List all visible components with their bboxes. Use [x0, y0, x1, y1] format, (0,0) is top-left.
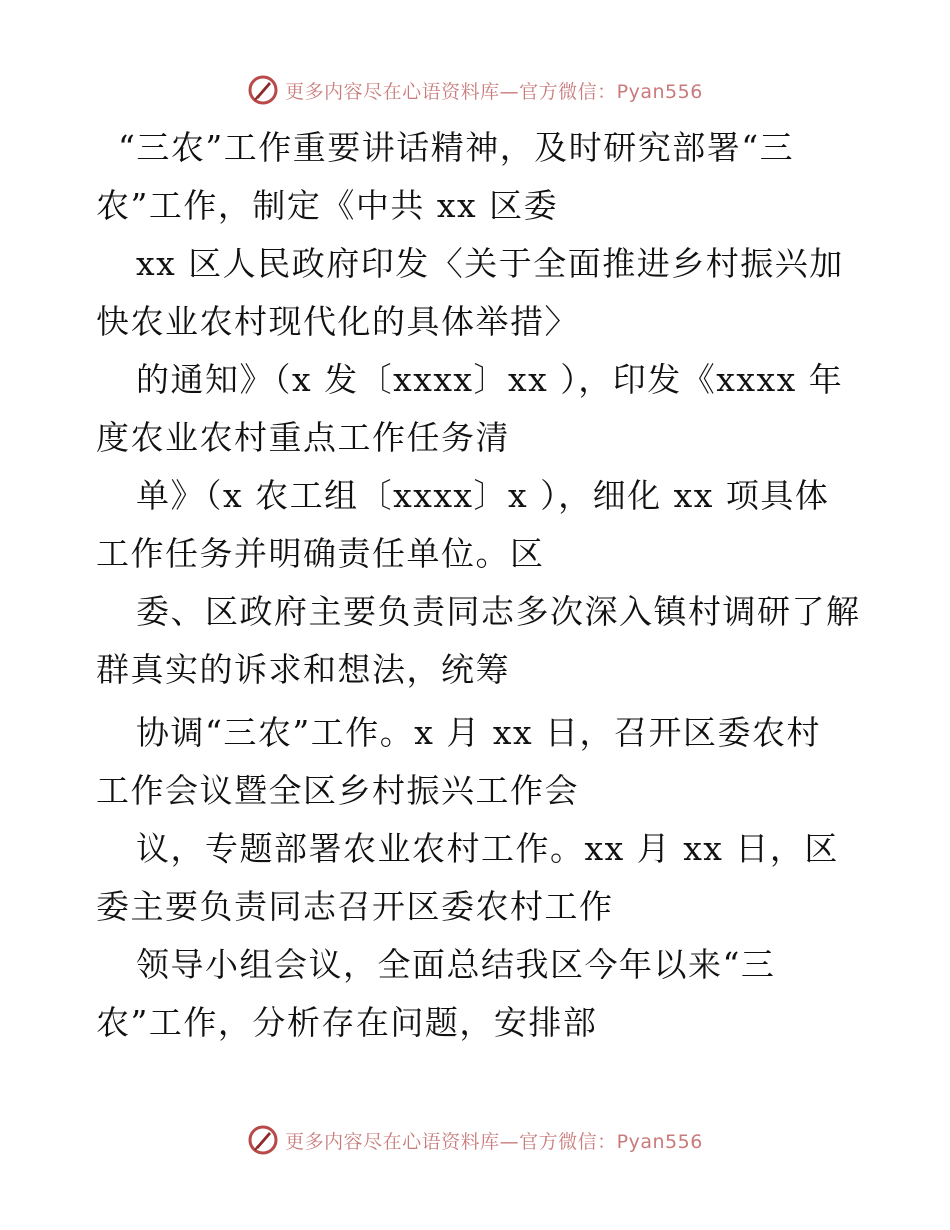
body-line: 农”工作，制定《中共 xx 区委 [96, 186, 559, 225]
body-line: 协调“三农”工作。x 月 xx 日，召开区委农村 [136, 713, 822, 752]
body-line: 工作任务并明确责任单位。区 [96, 534, 545, 573]
body-line: xx 区人民政府印发〈关于全面推进乡村振兴加 [136, 244, 844, 283]
body-line: 工作会议暨全区乡村振兴工作会 [96, 771, 579, 810]
footer-banner-text: 更多内容尽在心语资料库—官方微信：Pyan556 [285, 1130, 703, 1153]
body-line: 单》（x 农工组〔xxxx〕x ），细化 xx 项具体 [136, 476, 830, 515]
body-line: 委主要负责同志召开区委农村工作 [96, 887, 614, 926]
body-line: 的通知》（x 发〔xxxx〕xx ），印发《xxxx 年 [136, 360, 844, 399]
body-line: 快农业农村现代化的具体举措〉 [96, 302, 579, 341]
body-line: 领导小组会议，全面总结我区今年以来“三 [136, 945, 776, 984]
quill-logo-icon [247, 1124, 279, 1156]
body-line: 群真实的诉求和想法，统筹 [96, 650, 510, 689]
body-line: 议，专题部署农业农村工作。xx 月 xx 日，区 [136, 829, 839, 868]
body-line: 农”工作，分析存在问题，安排部 [96, 1003, 598, 1042]
body-line: 度农业农村重点工作任务清 [96, 418, 510, 457]
footer-banner [0, 1120, 950, 1160]
body-line: “三农”工作重要讲话精神，及时研究部署“三 [118, 128, 795, 167]
header-banner-text: 更多内容尽在心语资料库—官方微信：Pyan556 [285, 80, 703, 103]
body-line: 委、区政府主要负责同志多次深入镇村调研了解 [136, 592, 861, 631]
